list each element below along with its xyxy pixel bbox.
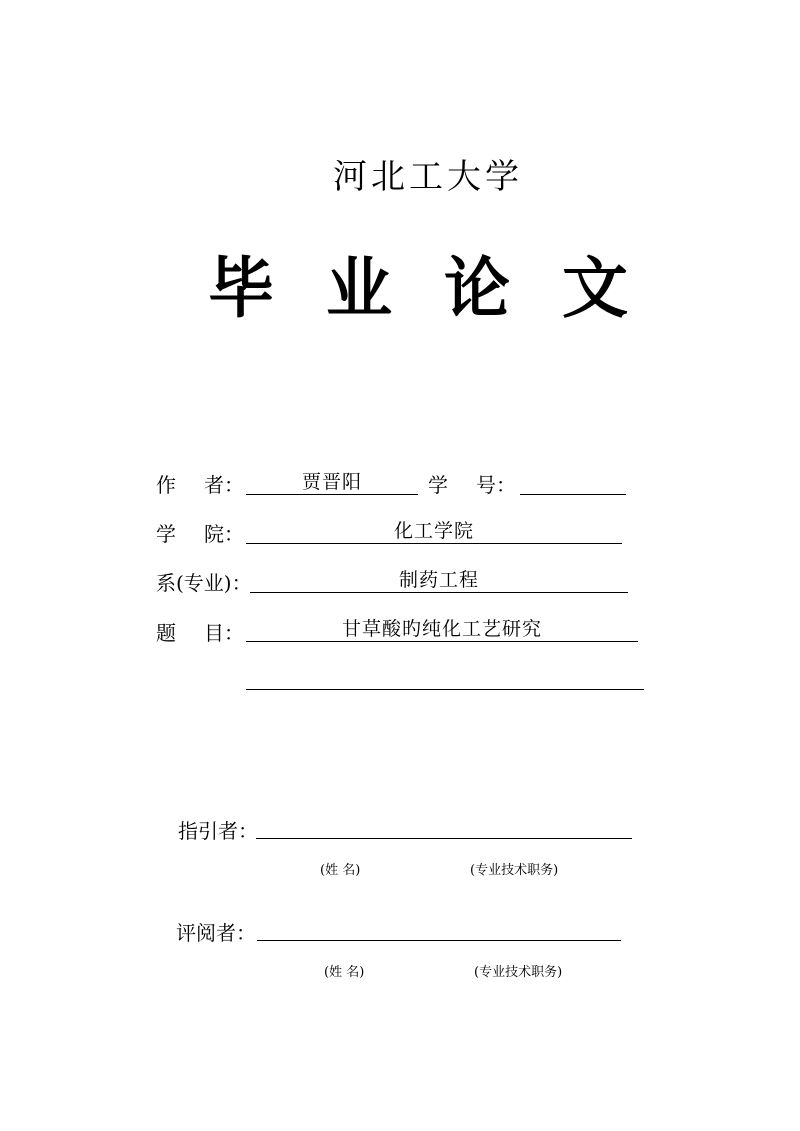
advisor-name-caption: (姓 名) — [320, 863, 361, 878]
advisor-field — [256, 814, 632, 839]
topic-field: 甘草酸旳纯化工艺研究 — [246, 617, 638, 642]
advisor-label: 指引者： — [178, 819, 258, 843]
advisor-title-caption: (专业技术职务) — [470, 863, 559, 878]
document-title — [208, 248, 648, 328]
topic-label: 题目： — [156, 621, 244, 645]
topic-field-second-line — [246, 665, 644, 690]
student-id-label: 学号： — [428, 473, 516, 497]
document-title-char-1: 毕 — [208, 249, 274, 327]
college-label: 学院： — [156, 522, 244, 546]
reviewer-title-caption: (专业技术职务) — [474, 965, 563, 980]
author-field: 贾晋阳 — [246, 470, 418, 495]
student-id-field — [520, 470, 626, 495]
reviewer-field — [257, 916, 621, 941]
major-label: 系(专业)： — [156, 571, 252, 595]
college-field: 化工学院 — [246, 519, 622, 544]
reviewer-label: 评阅者： — [176, 921, 256, 945]
major-field: 制药工程 — [250, 568, 628, 593]
document-title-char-2: 业 — [326, 249, 392, 327]
reviewer-name-caption: (姓 名) — [324, 965, 365, 980]
document-title-char-3: 论 — [444, 249, 510, 327]
author-label: 作者： — [156, 473, 244, 497]
document-title-char-4: 文 — [562, 249, 628, 327]
university-name: 河北工大学 — [333, 157, 523, 197]
